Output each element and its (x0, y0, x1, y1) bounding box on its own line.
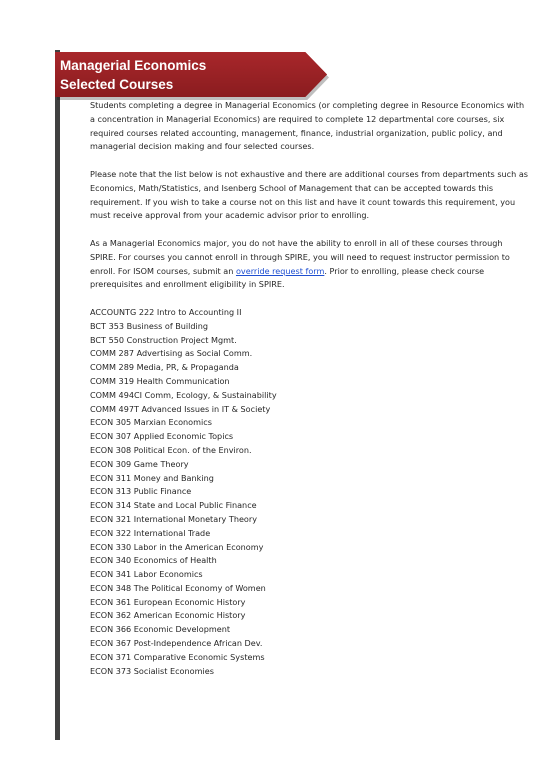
course-item: BCT 550 Construction Project Mgmt. (90, 334, 237, 345)
course-item: ECON 311 Money and Banking (90, 472, 214, 483)
course-item: ECON 309 Game Theory (90, 458, 189, 469)
page-title (60, 56, 206, 94)
intro-paragraph-3-text-before: As a Managerial Economics major, you do not have the ability to enroll in all of these courses through SPIRE. For courses you cannot enroll in through SPIRE, you will need to request instructor permission to enroll. For ISOM courses, submit an (90, 237, 510, 276)
course-item: ECON 367 Post-Independence African Dev. (90, 638, 263, 649)
left-accent-bar (55, 50, 60, 740)
course-list (90, 306, 530, 679)
course-item: COMM 319 Health Communication (90, 375, 230, 386)
course-item: ECON 373 Socialist Economies (90, 665, 214, 676)
course-item: COMM 289 Media, PR, & Propaganda (90, 362, 239, 373)
intro-paragraph-1: Students completing a degree in Managerial Economics (or completing degree in Resource Economics with a concentration in Managerial Economics) are required to complete 12 departmental core courses, six required courses related accounting, management, finance, industrial organization, public policy, and managerial decision making and four selected courses. (90, 100, 525, 152)
page-title-line2: Selected Courses (60, 77, 174, 92)
intro-paragraph-3 (90, 237, 530, 292)
page-title-line1: Managerial Economics (60, 58, 207, 73)
course-item: ECON 308 Political Econ. of the Environ. (90, 444, 252, 455)
course-item: ECON 361 European Economic History (90, 596, 246, 607)
course-item: ECON 322 International Trade (90, 527, 211, 538)
course-item: ECON 340 Economics of Health (90, 555, 217, 566)
course-item: ECON 305 Marxian Economics (90, 417, 212, 428)
override-request-form-link[interactable]: override request form (235, 265, 325, 276)
course-item: ECON 330 Labor in the American Economy (90, 541, 264, 552)
course-item: ECON 366 Economic Development (90, 624, 231, 635)
course-item: ECON 341 Labor Economics (90, 569, 203, 580)
course-item: COMM 494CI Comm, Ecology, & Sustainability (90, 389, 277, 400)
course-item: COMM 287 Advertising as Social Comm. (90, 348, 253, 359)
course-item: ECON 307 Applied Economic Topics (90, 431, 234, 442)
course-item: COMM 497T Advanced Issues in IT & Society (90, 403, 271, 414)
course-item: ECON 348 The Political Economy of Women (90, 582, 266, 593)
intro-paragraph-2: Please note that the list below is not exhaustive and there are additional courses from departments such as Economics, Math/Statistics, and Isenberg School of Management that can be accepted towards this requirement. If you wish to take a course not on this list and have it count towards this requirement, you must receive approval from your academic advisor prior to enrolling. (90, 168, 528, 221)
intro-paragraph-3-text-after: . Prior to enrolling, please check course prerequisites and enrollment eligibility in SPIRE. (90, 265, 485, 290)
course-item: ECON 313 Public Finance (90, 486, 192, 497)
course-item: BCT 353 Business of Building (90, 320, 209, 331)
course-item: ECON 314 State and Local Public Finance (90, 500, 257, 511)
course-item: ECON 362 American Economic History (90, 610, 246, 621)
course-item: ECON 371 Comparative Economic Systems (90, 651, 265, 662)
course-item: ACCOUNTG 222 Intro to Accounting II (90, 306, 242, 317)
course-item: ECON 321 International Monetary Theory (90, 513, 258, 524)
main-content (90, 99, 530, 678)
